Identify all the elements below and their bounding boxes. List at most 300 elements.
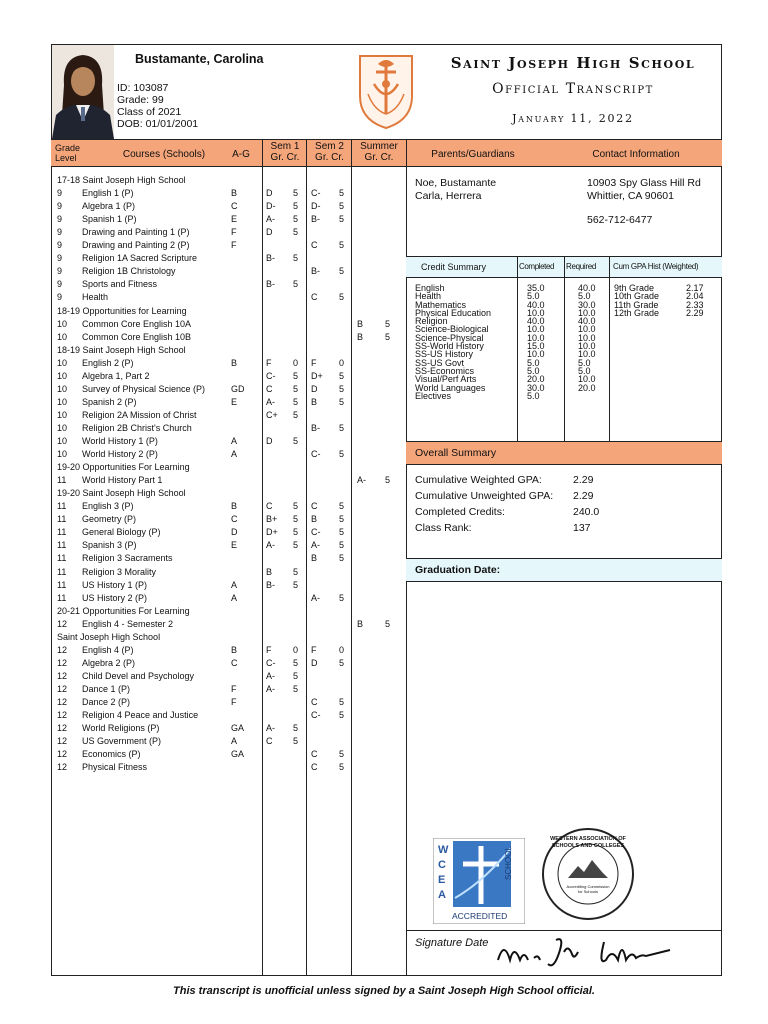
course-sem1-credit: 5	[293, 514, 299, 525]
course-sem2-credit: 5	[339, 553, 345, 564]
course-grade-level: 9	[57, 240, 63, 251]
course-sem1-grade: A-	[266, 683, 275, 694]
course-grade-level: 12	[57, 736, 68, 747]
course-grade-level: 11	[57, 475, 67, 486]
wasc-commission-text: Accrediting Commission for Schools	[566, 884, 610, 894]
overall-summary-label: Class Rank:	[415, 522, 472, 534]
credit-required-value: 20.0	[578, 382, 596, 393]
course-ag: E	[231, 396, 238, 407]
course-ag: C	[231, 514, 238, 525]
gpa-history-grade: 11th Grade	[614, 299, 659, 310]
course-row	[57, 579, 407, 592]
course-ag: E	[231, 214, 238, 225]
course-section-row	[57, 631, 407, 644]
course-name: English 2 (P)	[82, 357, 134, 368]
gpa-history-grade: 10th Grade	[614, 291, 660, 302]
credit-subject: English	[415, 283, 445, 293]
course-sem1-credit: 5	[293, 527, 299, 538]
course-ag: F	[231, 240, 237, 251]
credit-summary-required-header: Required	[566, 262, 597, 271]
course-name: US History 1 (P)	[82, 579, 148, 590]
header-sem1-sub: Gr. Cr.	[270, 152, 300, 163]
course-sem2-credit: 5	[339, 540, 345, 551]
credit-subject: Physical Education	[415, 307, 492, 318]
course-ag: A	[231, 449, 238, 460]
course-sem1-grade: B	[266, 566, 273, 577]
course-sem1-credit: 5	[293, 579, 299, 590]
course-name: Survey of Physical Science (P)	[82, 383, 206, 394]
course-grade-level: 10	[57, 357, 68, 368]
course-ag: A	[231, 592, 238, 603]
header-sem2-sub: Gr. Cr.	[315, 152, 344, 163]
course-sem2-grade: C	[311, 762, 318, 773]
course-grade-level: 12	[57, 762, 68, 773]
course-grade-level: 10	[57, 436, 68, 446]
course-ag: B	[231, 188, 238, 199]
course-name: Religion 1B Christology	[82, 266, 176, 277]
credit-required-value: 10.0	[578, 307, 596, 318]
credit-required-value: 5.0	[578, 357, 591, 368]
course-row	[57, 409, 407, 422]
overall-summary-value: 137	[573, 522, 591, 534]
course-row	[57, 748, 407, 761]
course-sem2-credit: 0	[339, 644, 345, 655]
course-grade-level: 10	[57, 409, 68, 420]
course-row	[57, 592, 407, 605]
overall-summary-row	[415, 506, 600, 518]
gpa-history-value: 2.17	[686, 283, 704, 293]
gpa-history-row	[614, 309, 714, 317]
course-section-row	[57, 487, 407, 500]
course-summer-grade: A-	[357, 475, 366, 486]
guardian-contact	[587, 177, 701, 227]
credit-completed	[527, 284, 545, 400]
course-sem1-grade: C	[266, 501, 273, 512]
course-row	[57, 761, 407, 774]
transcript-disclaimer: This transcript is unofficial unless signed by a Saint Joseph High School official.	[173, 985, 595, 997]
course-name: Drawing and Painting 1 (P)	[82, 227, 190, 238]
credit-col-divider	[517, 256, 518, 442]
course-grade-level: 10	[57, 422, 68, 433]
credit-completed-value: 40.0	[527, 316, 545, 327]
course-name: Religion 3 Sacraments	[82, 553, 173, 564]
course-sem1-credit: 5	[293, 279, 299, 290]
course-ag: C	[231, 657, 238, 668]
course-row	[57, 709, 407, 722]
course-row	[57, 566, 407, 579]
course-sem1-grade: A-	[266, 214, 275, 225]
guardian-address-line2: Whittier, CA 90601	[587, 189, 674, 202]
course-grade-level: 11	[57, 566, 67, 577]
course-ag: D	[231, 527, 238, 538]
official-signature	[494, 930, 674, 974]
credit-required-value: 10.0	[578, 349, 596, 360]
credit-required-value: 10.0	[578, 341, 596, 352]
credit-completed-value: 5.0	[527, 357, 540, 368]
course-grade-level: 10	[57, 318, 68, 329]
wasc-ring-text: WESTERN ASSOCIATION OF SCHOOLS AND COLLEGES	[550, 836, 626, 849]
header-summer-sub: Gr. Cr.	[364, 152, 394, 163]
course-sem2-grade: D	[311, 383, 318, 394]
credit-required-value: 10.0	[578, 332, 596, 343]
course-grade-level: 10	[57, 370, 68, 381]
course-name: Religion 4 Peace and Justice	[82, 710, 199, 721]
course-row	[57, 722, 407, 735]
course-section-row	[57, 605, 407, 618]
credit-required-value: 40.0	[578, 316, 596, 327]
course-name: Sports and Fitness	[82, 279, 158, 290]
course-grade-level: 12	[57, 723, 68, 734]
course-grade-level: 11	[57, 501, 67, 512]
course-grade-level: 10	[57, 396, 68, 407]
gpa-history-grade: 12th Grade	[614, 307, 660, 318]
course-grade-level: 12	[57, 710, 68, 721]
wcea-accredited-text: ACCREDITED	[452, 911, 508, 921]
course-row	[57, 265, 407, 278]
overall-summary-value: 2.29	[573, 490, 594, 502]
course-name: Algebra 2 (P)	[82, 657, 136, 668]
course-grade-level: 12	[57, 749, 68, 760]
course-summer-grade: B	[357, 618, 364, 629]
course-sem1-credit: 5	[293, 383, 299, 394]
course-sem2-credit: 5	[339, 370, 345, 381]
course-sem1-credit: 5	[293, 566, 299, 577]
guardian-phone: 562-712-6477	[587, 214, 653, 226]
course-row	[57, 435, 407, 448]
course-grade-level: 11	[57, 553, 67, 564]
course-name: Spanish 3 (P)	[82, 540, 137, 551]
guardian-name: Carla, Herrera	[415, 189, 482, 202]
course-sem1-grade: D	[266, 188, 273, 199]
credit-required	[578, 284, 596, 400]
course-sem2-credit: 5	[339, 710, 345, 721]
course-sem2-grade: A-	[311, 592, 320, 603]
credit-required-value	[578, 392, 596, 400]
header-summer	[352, 141, 406, 163]
credit-completed-value: 10.0	[527, 307, 545, 318]
course-sem2-grade: D	[311, 657, 318, 668]
overall-summary-row	[415, 474, 594, 486]
course-name: English 4 - Semester 2	[82, 618, 174, 629]
course-name: Health	[82, 292, 109, 303]
course-name: World History 2 (P)	[82, 449, 158, 460]
course-sem2-credit: 5	[339, 657, 345, 668]
course-row	[57, 657, 407, 670]
course-name: Common Core English 10A	[82, 318, 192, 329]
student-id: ID: 103087	[117, 82, 169, 94]
course-name: Spanish 1 (P)	[82, 214, 137, 225]
course-name: US Government (P)	[82, 736, 162, 747]
credit-required-value: 5.0	[578, 291, 591, 302]
gpa-history	[614, 284, 714, 317]
credit-subject: SS-Economics	[415, 365, 475, 376]
course-sem1-credit: 5	[293, 436, 299, 446]
credit-summary-title: Credit Summary	[421, 262, 487, 272]
course-sem1-credit: 5	[293, 253, 299, 264]
course-row	[57, 252, 407, 265]
credit-completed-value: 10.0	[527, 332, 545, 343]
course-grade-level: 11	[57, 514, 67, 525]
course-section-heading: 18-19 Saint Joseph High School	[57, 344, 186, 355]
course-sem2-credit: 5	[339, 240, 345, 251]
course-sem1-credit: 5	[293, 409, 299, 420]
course-sem1-credit: 5	[293, 736, 299, 747]
course-ag: B	[231, 501, 238, 512]
course-sem2-credit: 5	[339, 201, 345, 212]
course-grade-level: 9	[57, 292, 63, 303]
course-grade-level: 12	[57, 657, 68, 668]
course-row	[57, 422, 407, 435]
course-sem2-grade: C	[311, 240, 318, 251]
course-sem2-grade: C-	[311, 449, 321, 460]
course-ag: A	[231, 436, 238, 446]
course-sem2-grade: C-	[311, 527, 321, 538]
course-sem2-credit: 5	[339, 527, 345, 538]
credit-subject: Mathematics	[415, 299, 467, 310]
course-row	[57, 683, 407, 696]
course-sem1-grade: B-	[266, 279, 275, 290]
course-row	[57, 396, 407, 409]
credit-completed-value: 5.0	[527, 390, 540, 401]
overall-summary-row	[415, 490, 594, 502]
course-ag: F	[231, 683, 237, 694]
header-sem2	[307, 141, 352, 163]
course-grade-level: 10	[57, 331, 68, 342]
course-sem1-credit: 5	[293, 396, 299, 407]
course-ag: A	[231, 579, 238, 590]
course-grade-level: 12	[57, 618, 68, 629]
course-grade-level: 12	[57, 683, 68, 694]
course-sem2-credit: 5	[339, 762, 345, 773]
course-grade-level: 9	[57, 266, 63, 277]
course-ag: C	[231, 201, 238, 212]
course-sem2-credit: 5	[339, 266, 345, 277]
overall-summary-label: Completed Credits:	[415, 506, 505, 518]
course-name: Religion 2A Mission of Christ	[82, 409, 197, 420]
course-grade-level: 9	[57, 253, 63, 264]
course-row	[57, 383, 407, 396]
header-contact: Contact Information	[592, 149, 680, 160]
course-summer-credit: 5	[385, 475, 391, 486]
course-name: Religion 2B Christ's Church	[82, 422, 192, 433]
course-row	[57, 226, 407, 239]
course-sem2-credit: 5	[339, 449, 345, 460]
course-section-row	[57, 174, 407, 187]
course-grade-level: 9	[57, 214, 63, 225]
course-sem2-grade: C-	[311, 188, 321, 199]
course-sem2-credit: 0	[339, 357, 345, 368]
gpa-history-value: 2.29	[686, 307, 704, 318]
course-section-heading: 20-21 Opportunities For Learning	[57, 605, 190, 616]
course-row	[57, 318, 407, 331]
student-photo	[52, 45, 114, 139]
course-name: Dance 1 (P)	[82, 683, 131, 694]
course-ag: GA	[231, 749, 245, 760]
school-name: Saint Joseph High School	[450, 54, 696, 72]
credit-completed-value: 5.0	[527, 365, 540, 376]
document-title: Official Transcript	[492, 81, 654, 97]
course-sem2-credit: 5	[339, 514, 345, 525]
course-ag: B	[231, 644, 238, 655]
course-grade-level: 11	[57, 579, 67, 590]
credit-subject: Science-Physical	[415, 332, 484, 343]
course-grade-level: 9	[57, 188, 63, 199]
course-sem1-credit: 0	[293, 357, 299, 368]
course-sem1-grade: A-	[266, 670, 275, 681]
overall-summary-value: 240.0	[573, 506, 600, 518]
course-row	[57, 513, 407, 526]
course-row	[57, 357, 407, 370]
course-sem1-grade: A-	[266, 723, 275, 734]
header-sem1-label: Sem 1	[270, 141, 300, 152]
course-section-heading: 19-20 Saint Joseph High School	[57, 488, 186, 499]
course-sem1-grade: C+	[266, 409, 278, 420]
course-sem1-grade: C-	[266, 657, 276, 668]
course-sem2-grade: B	[311, 514, 318, 525]
course-row	[57, 735, 407, 748]
course-sem2-grade: A-	[311, 540, 320, 551]
course-sem2-grade: D+	[311, 370, 323, 381]
course-section-row	[57, 344, 407, 357]
course-name: Child Devel and Psychology	[82, 670, 195, 681]
course-sem1-grade: C	[266, 383, 273, 394]
credit-completed-value: 35.0	[527, 283, 545, 293]
course-row	[57, 278, 407, 291]
course-name: Religion 1A Sacred Scripture	[82, 253, 198, 264]
course-name: English 3 (P)	[82, 501, 134, 512]
course-name: World History 1 (P)	[82, 436, 158, 446]
guardian-name: Noe, Bustamante	[415, 177, 497, 189]
credit-col-divider	[564, 256, 565, 442]
course-row	[57, 526, 407, 539]
course-sem2-grade: C	[311, 749, 318, 760]
course-grade-level: 11	[57, 592, 67, 603]
course-sem2-grade: C-	[311, 710, 321, 721]
course-ag: GA	[231, 723, 245, 734]
course-ag: E	[231, 540, 238, 551]
course-sem1-grade: D-	[266, 201, 276, 212]
student-name: Bustamante, Carolina	[135, 52, 264, 66]
credit-subject: SS-US Govt	[415, 357, 465, 368]
course-name: Algebra 1 (P)	[82, 201, 136, 212]
course-row	[57, 448, 407, 461]
course-sem1-credit: 5	[293, 501, 299, 512]
course-summer-grade: B	[357, 331, 364, 342]
guardian-names	[415, 177, 496, 202]
course-section-heading: 19-20 Opportunities For Learning	[57, 462, 190, 473]
course-row	[57, 187, 407, 200]
course-sem1-grade: D	[266, 227, 273, 238]
course-sem2-credit: 5	[339, 501, 345, 512]
course-summer-credit: 5	[385, 331, 391, 342]
credit-subject: Electives	[415, 390, 452, 401]
course-sem1-grade: C	[266, 736, 273, 747]
course-row	[57, 552, 407, 565]
school-crest-logo	[354, 50, 418, 132]
signature-date-label: Signature Date	[415, 937, 489, 949]
course-name: US History 2 (P)	[82, 592, 148, 603]
student-class: Class of 2021	[117, 106, 182, 118]
credit-subject: SS-World History	[415, 341, 484, 352]
credit-required-value: 10.0	[578, 324, 596, 335]
credit-subject: SS-US History	[415, 349, 474, 360]
course-row	[57, 500, 407, 513]
course-row	[57, 696, 407, 709]
course-row	[57, 331, 407, 344]
course-sem1-credit: 5	[293, 370, 299, 381]
course-name: Drawing and Painting 2 (P)	[82, 240, 190, 251]
gpa-history-grade: 9th Grade	[614, 283, 655, 293]
course-sem1-credit: 5	[293, 683, 299, 694]
course-row	[57, 291, 407, 304]
credit-completed-value: 30.0	[527, 382, 545, 393]
course-sem1-credit: 5	[293, 201, 299, 212]
course-row	[57, 474, 407, 487]
course-name: Algebra 1, Part 2	[82, 370, 150, 381]
credit-completed-value: 15.0	[527, 341, 545, 352]
course-grade-level: 10	[57, 383, 68, 394]
student-grade: Grade: 99	[117, 94, 164, 106]
course-summer-credit: 5	[385, 318, 391, 329]
credit-required-value: 10.0	[578, 374, 596, 385]
course-sem1-grade: B-	[266, 253, 275, 264]
course-name: English 1 (P)	[82, 188, 134, 199]
course-sem2-grade: F	[311, 357, 317, 368]
course-grade-level: 12	[57, 644, 68, 655]
course-sem1-credit: 5	[293, 188, 299, 199]
credit-subject: Visual/Perf Arts	[415, 374, 477, 385]
course-grade-level: 10	[57, 449, 68, 460]
header-sem2-label: Sem 2	[315, 141, 344, 152]
credit-summary-completed-header: Completed	[519, 262, 555, 271]
course-grade-level: 9	[57, 227, 63, 238]
header-ag: A-G	[232, 149, 250, 160]
wcea-letters: WCEA	[438, 844, 449, 901]
document-date: January 11, 2022	[512, 112, 634, 125]
course-sem2-grade: B	[311, 553, 318, 564]
course-sem1-grade: B-	[266, 579, 275, 590]
course-sem1-grade: C-	[266, 370, 276, 381]
course-section-row	[57, 305, 407, 318]
course-summer-grade: B	[357, 318, 364, 329]
course-row	[57, 670, 407, 683]
course-section-row	[57, 461, 407, 474]
credit-subject: World Languages	[415, 382, 486, 393]
gpa-history-header: Cum GPA Hist (Weighted)	[613, 262, 699, 271]
course-row	[57, 370, 407, 383]
course-row	[57, 618, 407, 631]
overall-summary-label: Cumulative Weighted GPA:	[415, 474, 542, 486]
course-sem2-credit: 5	[339, 188, 345, 199]
course-sem2-grade: D-	[311, 201, 321, 212]
course-ag: A	[231, 736, 238, 747]
course-sem1-grade: A-	[266, 540, 275, 551]
course-grade-level: 12	[57, 697, 68, 707]
credit-completed-value: 40.0	[527, 299, 545, 310]
course-sem2-grade: B	[311, 396, 318, 407]
course-name: Common Core English 10B	[82, 331, 192, 342]
overall-summary-title: Overall Summary	[415, 447, 497, 459]
course-name: World Religions (P)	[82, 723, 160, 734]
wcea-school-text: SCHOOL	[504, 846, 513, 880]
guardian-address-line1: 10903 Spy Glass Hill Rd	[587, 177, 701, 189]
course-name: Dance 2 (P)	[82, 697, 131, 707]
course-ag: F	[231, 227, 237, 238]
overall-summary-value: 2.29	[573, 474, 594, 486]
course-name: Religion 3 Morality	[82, 566, 157, 577]
course-sem2-grade: C	[311, 501, 318, 512]
course-sem1-credit: 5	[293, 670, 299, 681]
